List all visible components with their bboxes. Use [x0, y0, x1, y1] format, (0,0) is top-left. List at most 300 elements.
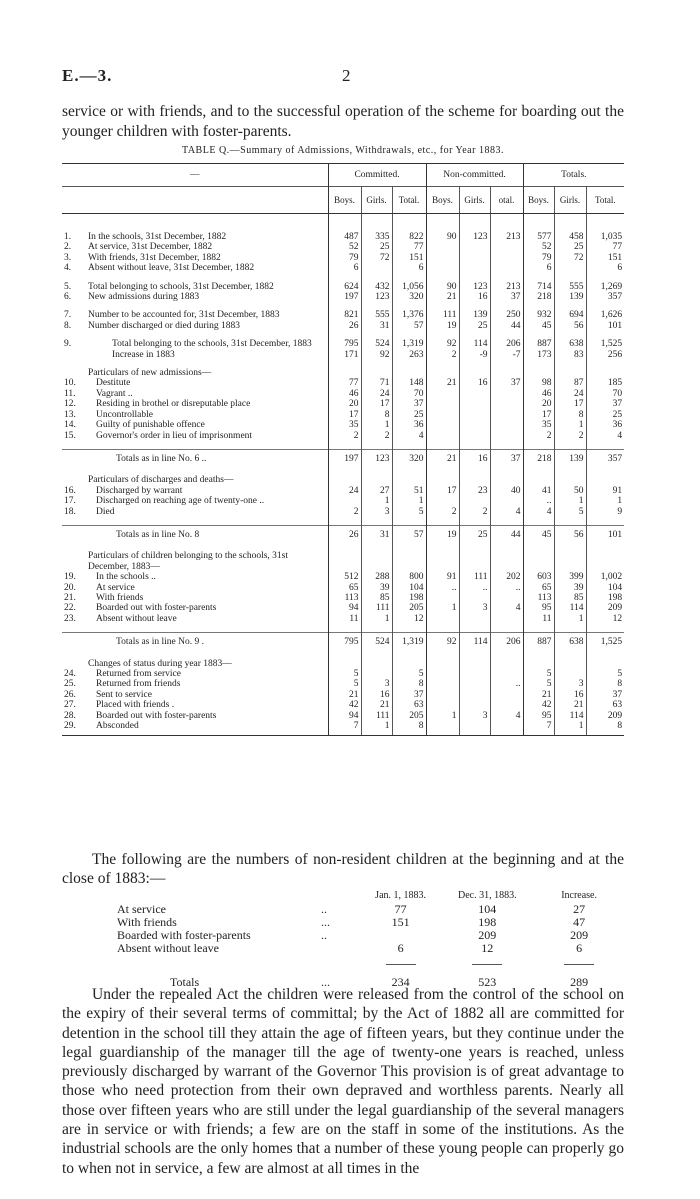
heading-blank-cell [554, 551, 586, 572]
value-cell: 113 [328, 593, 361, 603]
value-cell: 487 [328, 232, 361, 242]
value-cell: 111 [426, 310, 459, 320]
nonresident-row [115, 903, 625, 916]
value-cell: .. [490, 679, 523, 689]
spacer-cell [586, 651, 624, 659]
value-cell: 206 [490, 633, 523, 651]
value-cell: 104 [392, 583, 426, 593]
value-cell: 320 [392, 292, 426, 302]
table-group-0: Committed. [328, 164, 426, 187]
row-number: 2. [64, 242, 72, 253]
spacer-cell [586, 214, 624, 233]
value-cell: 7 [328, 721, 361, 736]
value-cell: 95 [523, 711, 554, 721]
value-cell [459, 242, 490, 252]
value-cell: 4 [490, 711, 523, 721]
value-cell [459, 410, 490, 420]
value-cell: 57 [392, 525, 426, 543]
value-cell [426, 399, 459, 409]
value-cell: 123 [459, 282, 490, 292]
spacer-cell [392, 543, 426, 551]
value-cell: .. [459, 583, 490, 593]
heading-blank-cell [554, 659, 586, 669]
spacer-cell [86, 517, 328, 526]
value-cell: 6 [392, 263, 426, 273]
value-cell: 57 [392, 321, 426, 331]
value-cell: 399 [554, 572, 586, 582]
spacer-cell [490, 624, 523, 633]
heading-blank-cell [554, 475, 586, 485]
nonresident-rule [115, 955, 625, 968]
spacer-cell [586, 467, 624, 475]
value-cell: 4 [490, 507, 523, 517]
heading-blank-cell [490, 551, 523, 572]
value-cell: 17 [523, 410, 554, 420]
value-cell: 51 [392, 486, 426, 496]
value-cell: 458 [554, 232, 586, 242]
table-subheader [62, 187, 624, 214]
nonresident-value: 6 [576, 941, 583, 955]
value-cell [426, 700, 459, 710]
spacer-cell [459, 517, 490, 526]
value-cell: 887 [523, 339, 554, 349]
table-section-heading [62, 368, 624, 378]
value-cell: 577 [523, 232, 554, 242]
value-cell: 24 [361, 389, 392, 399]
value-cell: 335 [361, 232, 392, 242]
spacer-cell [426, 441, 459, 450]
heading-blank-cell [459, 659, 490, 669]
row-label: Sent to service [96, 689, 152, 700]
value-cell: 41 [523, 486, 554, 496]
spacer-cell [459, 441, 490, 450]
value-cell: 90 [426, 232, 459, 242]
heading-blank-cell [392, 551, 426, 572]
table-row [62, 449, 624, 467]
row-label: In the schools, 31st December, 1882 [88, 232, 227, 242]
table-row [62, 572, 624, 582]
value-cell: 50 [554, 486, 586, 496]
heading-blank-cell [586, 551, 624, 572]
value-cell [459, 431, 490, 441]
value-cell: 198 [392, 593, 426, 603]
value-cell: 2 [459, 507, 490, 517]
rule-line [360, 955, 442, 968]
row-number: 3. [64, 252, 72, 263]
value-cell: 320 [392, 449, 426, 467]
value-cell: 65 [328, 583, 361, 593]
row-number: 21. [64, 592, 76, 603]
table-row [62, 690, 624, 700]
table-caption: TABLE Q.—Summary of Admissions, Withdrawals, etc., for Year 1883. [182, 145, 504, 156]
value-cell [426, 389, 459, 399]
value-cell [490, 690, 523, 700]
spacer-cell [459, 624, 490, 633]
value-cell: 555 [361, 310, 392, 320]
value-cell: 16 [554, 690, 586, 700]
spacer-cell [523, 331, 554, 339]
spacer-cell [523, 441, 554, 450]
value-cell: 8 [586, 679, 624, 689]
table-row [62, 721, 624, 736]
value-cell [459, 420, 490, 430]
row-number: 7. [64, 310, 72, 321]
row-number [62, 633, 86, 651]
spacer-cell [586, 331, 624, 339]
spacer-cell [86, 467, 328, 475]
value-cell: 197 [328, 449, 361, 467]
value-cell [459, 253, 490, 263]
spacer-cell [459, 360, 490, 368]
value-cell: 8 [392, 721, 426, 736]
table-row [62, 282, 624, 292]
table-subheader-cell: Girls. [459, 187, 490, 214]
value-cell: 1 [554, 721, 586, 736]
table-corner-dash: — [62, 164, 328, 187]
value-cell [490, 431, 523, 441]
value-cell: 19 [426, 525, 459, 543]
value-cell: 123 [361, 292, 392, 302]
value-cell: 1 [361, 721, 392, 736]
heading-blank-cell [328, 551, 361, 572]
row-number: 17. [64, 496, 76, 507]
value-cell: 822 [392, 232, 426, 242]
value-cell: 555 [554, 282, 586, 292]
table-row [62, 496, 624, 506]
value-cell: 213 [490, 282, 523, 292]
rule-blank [115, 955, 360, 968]
value-cell [459, 593, 490, 603]
spacer-cell [86, 302, 328, 310]
value-cell [554, 263, 586, 273]
value-cell: 35 [523, 420, 554, 430]
page-number: 2 [342, 66, 351, 85]
value-cell: 714 [523, 282, 554, 292]
value-cell: 70 [392, 389, 426, 399]
value-cell: 79 [328, 253, 361, 263]
spacer-cell [328, 214, 361, 233]
spacer-cell [426, 624, 459, 633]
value-cell: 4 [586, 431, 624, 441]
table-row [62, 603, 624, 613]
value-cell: 1,525 [586, 633, 624, 651]
value-cell: 87 [554, 378, 586, 388]
value-cell: 27 [361, 486, 392, 496]
value-cell: 512 [328, 572, 361, 582]
spacer-cell [523, 543, 554, 551]
table-row [62, 420, 624, 430]
value-cell [490, 389, 523, 399]
row-number: 4. [64, 263, 72, 274]
spacer-cell [328, 543, 361, 551]
value-cell: 111 [361, 711, 392, 721]
nonresident-dots: .. [321, 928, 327, 942]
row-number: 15. [64, 430, 76, 441]
table-subheader-cell: Girls. [361, 187, 392, 214]
spacer-cell [554, 441, 586, 450]
spacer-cell [586, 624, 624, 633]
table-row [62, 583, 624, 593]
spacer-cell [490, 214, 523, 233]
value-cell: 263 [392, 350, 426, 360]
nonresident-header-blank [115, 888, 360, 903]
value-cell: 5 [523, 669, 554, 679]
row-number: 19. [64, 572, 76, 583]
spacer-cell [392, 214, 426, 233]
value-cell: 25 [459, 321, 490, 331]
value-cell: 795 [328, 633, 361, 651]
nonresident-col-header: Jan. 1, 1883. [375, 890, 427, 901]
value-cell: 46 [328, 389, 361, 399]
value-cell: 1 [392, 496, 426, 506]
value-cell [426, 593, 459, 603]
heading-blank-cell [554, 368, 586, 378]
row-number: 28. [64, 710, 76, 721]
table-subheader-cell: otal. [490, 187, 523, 214]
value-cell: 83 [554, 350, 586, 360]
spacer-cell [86, 360, 328, 368]
table-subheader-blank [62, 187, 328, 214]
value-cell: 31 [361, 525, 392, 543]
heading-blank-cell [490, 475, 523, 485]
spacer-cell [392, 624, 426, 633]
value-cell [426, 431, 459, 441]
table-spacer [62, 651, 624, 659]
value-cell: 85 [361, 593, 392, 603]
spacer-cell [86, 274, 328, 282]
spacer-cell [328, 360, 361, 368]
table-group-1: Non-committed. [426, 164, 523, 187]
table-subheader-cell: Total. [392, 187, 426, 214]
table-spacer [62, 441, 624, 450]
value-cell: 205 [392, 603, 426, 613]
spacer-cell [86, 651, 328, 659]
spacer-cell [523, 651, 554, 659]
spacer-cell [62, 467, 86, 475]
value-cell: 218 [523, 449, 554, 467]
value-cell [459, 669, 490, 679]
value-cell [426, 679, 459, 689]
value-cell: 79 [523, 253, 554, 263]
value-cell: 638 [554, 339, 586, 349]
row-number: 1. [64, 232, 72, 242]
heading-blank-cell [392, 368, 426, 378]
spacer-cell [490, 274, 523, 282]
value-cell: 72 [554, 253, 586, 263]
value-cell: 111 [459, 572, 490, 582]
row-number: 22. [64, 603, 76, 614]
value-cell: 6 [523, 263, 554, 273]
table-row [62, 410, 624, 420]
value-cell: 23 [459, 486, 490, 496]
value-cell: 887 [523, 633, 554, 651]
nonresident-value: 27 [573, 902, 586, 916]
heading-blank-cell [523, 551, 554, 572]
value-cell: 90 [426, 282, 459, 292]
value-cell: 5 [554, 507, 586, 517]
value-cell [459, 399, 490, 409]
value-cell [459, 700, 490, 710]
table-spacer [62, 517, 624, 526]
heading-blank-cell [586, 659, 624, 669]
row-label: Totals as in line No. 8 [86, 525, 328, 543]
spacer-cell [586, 302, 624, 310]
row-number: 26. [64, 689, 76, 700]
spacer-cell [554, 624, 586, 633]
value-cell: 694 [554, 310, 586, 320]
spacer-cell [361, 517, 392, 526]
row-number: 6. [64, 292, 72, 303]
value-cell: 25 [361, 242, 392, 252]
nonresident-label: Absent without leave [117, 941, 219, 955]
nonresident-value: 12 [481, 941, 494, 955]
value-cell: 173 [523, 350, 554, 360]
table-row [62, 263, 624, 273]
value-cell: 17 [554, 399, 586, 409]
spacer-cell [328, 517, 361, 526]
spacer-cell [361, 624, 392, 633]
table-row [62, 525, 624, 543]
spacer-cell [459, 467, 490, 475]
value-cell: 8 [586, 721, 624, 736]
value-cell: 5 [328, 679, 361, 689]
value-cell [426, 253, 459, 263]
spacer-cell [62, 624, 86, 633]
spacer-cell [554, 331, 586, 339]
table-row [62, 431, 624, 441]
value-cell: 524 [361, 633, 392, 651]
table-row [62, 700, 624, 710]
spacer-cell [328, 302, 361, 310]
heading-blank-cell [328, 659, 361, 669]
value-cell: 202 [490, 572, 523, 582]
value-cell [554, 669, 586, 679]
value-cell: 91 [426, 572, 459, 582]
table-spacer [62, 274, 624, 282]
value-cell: 114 [459, 633, 490, 651]
value-cell: 1 [361, 496, 392, 506]
summary-table [62, 163, 624, 736]
row-label: Placed with friends . [96, 700, 175, 711]
value-cell: 21 [426, 378, 459, 388]
nonresident-col-header: Dec. 31, 1883. [457, 890, 517, 901]
row-label: At service, 31st December, 1882 [88, 242, 213, 253]
value-cell: 16 [459, 292, 490, 302]
value-cell: 206 [490, 339, 523, 349]
value-cell: 197 [328, 292, 361, 302]
row-label: Uncontrollable [96, 409, 153, 420]
table-row [62, 593, 624, 603]
value-cell: 151 [392, 253, 426, 263]
value-cell: 4 [523, 507, 554, 517]
value-cell [490, 410, 523, 420]
value-cell: 21 [328, 690, 361, 700]
spacer-cell [523, 302, 554, 310]
row-number: 27. [64, 700, 76, 711]
value-cell: 26 [328, 525, 361, 543]
spacer-cell [554, 302, 586, 310]
value-cell: 213 [490, 232, 523, 242]
value-cell [361, 669, 392, 679]
heading-blank-cell [361, 368, 392, 378]
row-label: With friends, 31st December, 1882 [88, 252, 221, 263]
value-cell: 1 [426, 711, 459, 721]
value-cell: .. [426, 583, 459, 593]
spacer-cell [328, 467, 361, 475]
value-cell: 432 [361, 282, 392, 292]
value-cell: 37 [392, 690, 426, 700]
value-cell: 123 [459, 232, 490, 242]
spacer-cell [523, 214, 554, 233]
value-cell [426, 614, 459, 624]
table-row [62, 232, 624, 242]
value-cell: 185 [586, 378, 624, 388]
row-number [62, 525, 86, 543]
rule-line-mark [386, 960, 416, 965]
value-cell: 45 [523, 321, 554, 331]
value-cell: 2 [361, 431, 392, 441]
nonresident-dots [319, 942, 360, 955]
value-cell: 1 [554, 614, 586, 624]
spacer-cell [392, 331, 426, 339]
table-subheader-cell: Boys. [328, 187, 361, 214]
spacer-cell [392, 467, 426, 475]
value-cell: 111 [361, 603, 392, 613]
spacer-cell [523, 517, 554, 526]
value-cell: 3 [459, 711, 490, 721]
spacer-cell [361, 360, 392, 368]
value-cell [490, 669, 523, 679]
spacer-cell [392, 302, 426, 310]
row-number: 24. [64, 669, 76, 679]
value-cell [490, 614, 523, 624]
table-section-heading [62, 475, 624, 485]
value-cell: 5 [586, 669, 624, 679]
row-label: Number to be accounted for, 31st December, 1883 [88, 310, 280, 321]
heading-blank-cell [490, 659, 523, 669]
spacer-cell [586, 543, 624, 551]
value-cell: 24 [554, 389, 586, 399]
table-row [62, 486, 624, 496]
row-label: Residing in brothel or disreputable place [96, 399, 251, 410]
table-subheader-cell: Total. [586, 187, 624, 214]
spacer-cell [490, 331, 523, 339]
section-heading-text: Particulars of discharges and deaths— [88, 475, 234, 486]
value-cell: 25 [586, 410, 624, 420]
value-cell: 40 [490, 486, 523, 496]
value-cell: 1,525 [586, 339, 624, 349]
value-cell: 113 [523, 593, 554, 603]
spacer-cell [586, 517, 624, 526]
intro-paragraph: service or with friends, and to the successful operation of the scheme for boarding out the younger children with foster-parents. [62, 103, 624, 140]
value-cell: 37 [392, 399, 426, 409]
spacer-cell [554, 543, 586, 551]
value-cell: 8 [554, 410, 586, 420]
value-cell: 209 [586, 603, 624, 613]
spacer-cell [86, 441, 328, 450]
spacer-cell [554, 360, 586, 368]
value-cell: 44 [490, 525, 523, 543]
value-cell: 288 [361, 572, 392, 582]
row-label: Absent without leave [96, 613, 177, 624]
value-cell: 1,035 [586, 232, 624, 242]
row-number: 13. [64, 409, 76, 420]
table-subheader-cell: Boys. [426, 187, 459, 214]
table-row [62, 679, 624, 689]
row-label: At service [96, 582, 135, 593]
spacer-cell [86, 624, 328, 633]
value-cell: 1 [426, 603, 459, 613]
